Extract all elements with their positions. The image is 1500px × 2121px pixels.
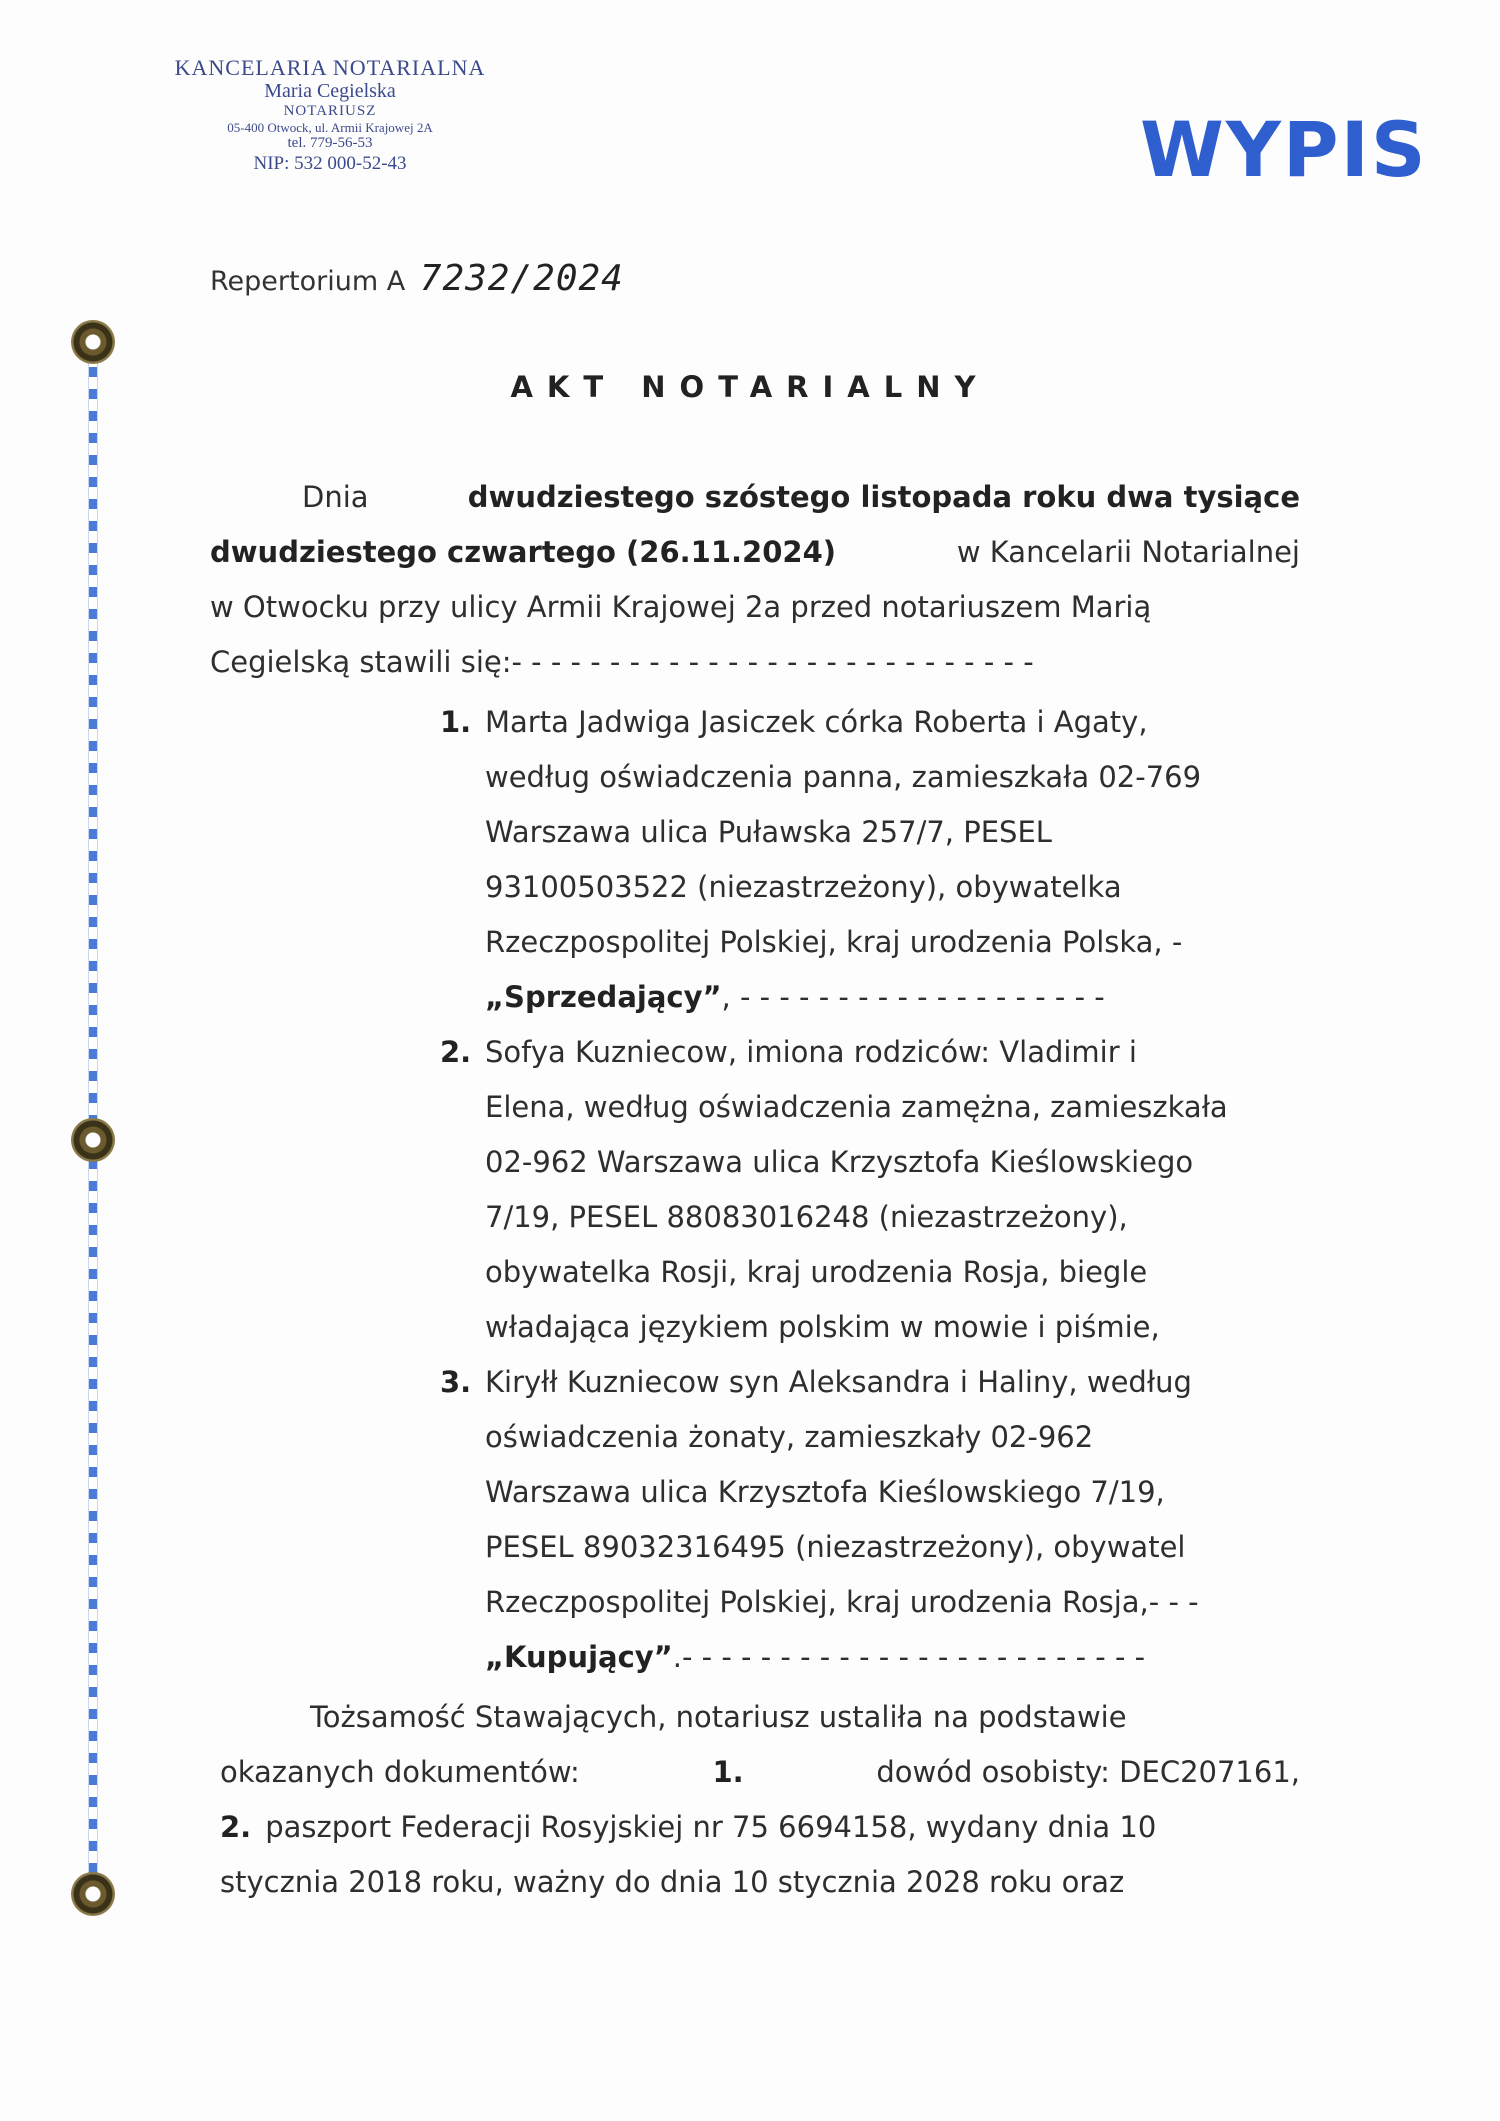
party-3-line: Warszawa ulica Krzysztofa Kieślowskiego 7/19,: [485, 1475, 1165, 1509]
party-3-line: oświadczenia żonaty, zamieszkały 02-962: [485, 1420, 1094, 1454]
party-2-line: Sofya Kuzniecow, imiona rodziców: Vladimir i: [485, 1035, 1137, 1069]
identity-line-4: stycznia 2018 roku, ważny do dnia 10 stycznia 2028 roku oraz: [220, 1865, 1125, 1899]
intro-appeared: Cegielską stawili się:- - - - - - - - - - - - - - - - - - - - - - - - - - -: [210, 645, 1034, 679]
intro-date-words: dwudziestego szóstego listopada roku dwa tysiące: [467, 480, 1300, 514]
intro-place: w Kancelarii Notarialnej: [956, 535, 1300, 569]
identity-doc-2-number: 2.: [220, 1810, 252, 1844]
party-3-line: Kiryłł Kuzniecow syn Aleksandra i Haliny, według: [485, 1365, 1192, 1399]
wypis-stamp: WYPIS: [1140, 105, 1428, 194]
intro-line-1: [302, 480, 1300, 514]
binding-grommet-bottom: [71, 1872, 115, 1916]
stamp-phone: tel. 779-56-53: [287, 135, 373, 152]
stamp-office-name: KANCELARIA NOTARIALNA: [174, 55, 486, 80]
party-1-line: Warszawa ulica Puławska 257/7, PESEL: [485, 815, 1052, 849]
intro-line-3: [210, 590, 1300, 624]
party-1-line: według oświadczenia panna, zamieszkała 02-769: [485, 760, 1202, 794]
party-2-number: 2.: [440, 1035, 472, 1069]
intro-line-4: [210, 645, 1300, 679]
identity-line-3: [220, 1810, 1300, 1844]
stamp-title: NOTARIUSZ: [283, 103, 377, 120]
intro-address: w Otwocku przy ulicy Armii Krajowej 2a przed notariuszem Marią: [210, 590, 1152, 624]
identity-doc-1: dowód osobisty: DEC207161,: [876, 1755, 1300, 1789]
stamp-notary-name: Maria Cegielska: [264, 80, 396, 103]
party-1-line: Rzeczpospolitej Polskiej, kraj urodzenia Polska, -: [485, 925, 1183, 959]
party-2-line: władająca językiem polskim w mowie i piśmie,: [485, 1310, 1160, 1344]
stamp-nip: NIP: 532 000-52-43: [253, 152, 407, 174]
party-1-line: Marta Jadwiga Jasiczek córka Roberta i Agaty,: [485, 705, 1148, 739]
role-buyer-dashes: .- - - - - - - - - - - - - - - - - - - - - - - -: [672, 1640, 1146, 1674]
party-2-line: 7/19, PESEL 88083016248 (niezastrzeżony),: [485, 1200, 1128, 1234]
identity-line-1: Tożsamość Stawających, notariusz ustaliła na podstawie: [310, 1700, 1127, 1734]
intro-date-year: dwudziestego czwartego (26.11.2024): [210, 535, 837, 569]
repertorium-label: Repertorium A: [210, 266, 406, 297]
party-2-line: 02-962 Warszawa ulica Krzysztofa Kieślowskiego: [485, 1145, 1194, 1179]
role-buyer: „Kupujący”: [485, 1640, 673, 1674]
intro-day-word: Dnia: [302, 480, 369, 514]
party-3-line: PESEL 89032316495 (niezastrzeżony), obywatel: [485, 1530, 1186, 1564]
party-3-role: [485, 1640, 1300, 1674]
repertorium-number: 7232/2024: [419, 258, 624, 299]
binding-grommet-top: [71, 320, 115, 364]
party-3-line: Rzeczpospolitej Polskiej, kraj urodzenia Rosja,- - -: [485, 1585, 1199, 1619]
party-2-line: Elena, według oświadczenia zamężna, zamieszkała: [485, 1090, 1228, 1124]
notary-office-stamp: [120, 55, 540, 175]
party-1-number: 1.: [440, 705, 472, 739]
document-title: AKT NOTARIALNY: [510, 370, 990, 404]
identity-doc-1-number: 1.: [712, 1755, 744, 1789]
repertorium: [210, 258, 624, 299]
party-1-line: 93100503522 (niezastrzeżony), obywatelka: [485, 870, 1122, 904]
role-seller-dashes: , - - - - - - - - - - - - - - - - - - -: [721, 980, 1105, 1014]
party-3-number: 3.: [440, 1365, 472, 1399]
party-1-role: [485, 980, 1300, 1014]
identity-documents-label: okazanych dokumentów:: [220, 1755, 580, 1789]
role-seller: „Sprzedający”: [485, 980, 722, 1014]
identity-doc-2: paszport Federacji Rosyjskiej nr 75 6694158, wydany dnia 10: [265, 1810, 1157, 1844]
binding-grommet-middle: [71, 1118, 115, 1162]
stamp-address: 05-400 Otwock, ul. Armii Krajowej 2A: [227, 119, 433, 135]
intro-line-2: [210, 535, 1300, 569]
identity-line-2: [220, 1755, 1300, 1789]
party-2-line: obywatelka Rosji, kraj urodzenia Rosja, biegle: [485, 1255, 1148, 1289]
